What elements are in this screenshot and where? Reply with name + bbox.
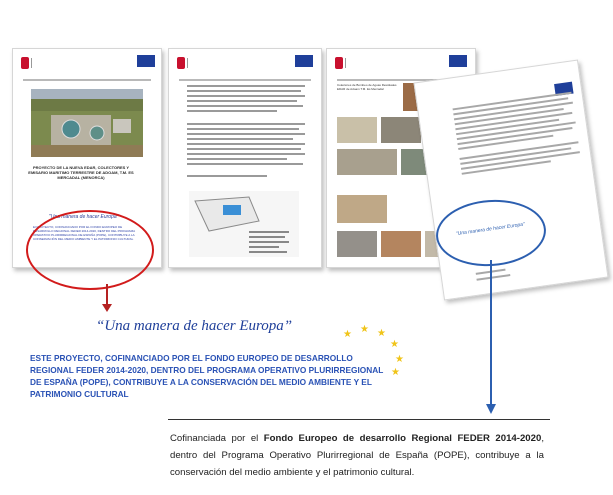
document-4-caption: "Una manera de hacer Europa": [455, 221, 526, 238]
document-2-text-lines: [187, 85, 305, 185]
document-page-2: [168, 48, 322, 268]
eu-flag-icon: [449, 55, 467, 67]
spain-government-logo-icon: [335, 57, 359, 71]
site-plan-drawing: [189, 191, 299, 257]
cofin-prefix: Cofinanciada por el: [170, 433, 264, 444]
red-highlight-ellipse: [26, 210, 154, 290]
eu-flag-icon: [137, 55, 155, 67]
document-1-title: PROYECTO DE LA NUEVA EDAR, COLECTORES Y EMISARIO MARITIMO TERRESTRE DE ADOAM, T.M. ES MERCADAL (MENORCA): [28, 165, 134, 180]
document-1-motto: "Una manera de hacer Europa": [49, 214, 119, 220]
red-arrow-icon: [98, 284, 116, 314]
spain-government-logo-icon: [21, 57, 45, 71]
cofin-fund: Fondo Europeo de desarrollo Regional FEDER 2014-2020: [263, 433, 542, 444]
document-1-body: El PROYECTO, COFINANCIADO POR EL FONDO EUROPEO DE DESARROLLO REGIONAL FEDER 2014-2020, DENTRO DEL PROGRAMA OPERATIVO PLURIRREGIONAL DE ESPAÑA (POPE), CONTRIBUYE A LA CONSERVACIÓN DEL MEDIO AMBIENTE Y EL PATRIMONIO CULTURAL: [33, 225, 135, 241]
spain-government-logo-icon: [177, 57, 201, 71]
cofinancing-statement: [170, 430, 544, 481]
divider: [168, 419, 550, 420]
document-3-header: Colectores de Bombeo de Aguas Residuales EDAR de Adoam T.M. Es Mercadal: [337, 83, 397, 91]
motto-heading: “Una manera de hacer Europa”: [96, 318, 293, 334]
edar-aerial-photo: [31, 89, 143, 157]
project-statement: ESTE PROYECTO, COFINANCIADO POR EL FONDO EUROPEO DE DESARROLLO REGIONAL FEDER 2014-2020, DENTRO DEL PROGRAMA OPERATIVO PLURIRREGIONAL DE ESPAÑA (POPE), CONTRIBUYE A LA CONSERVACIÓN DEL MEDIO AMBIENTE Y EL PATRIMONIO CULTURAL: [30, 353, 384, 399]
cofin-suffix: , dentro del Programa Operativo Plurirregional de España (POPE), contribuye a la conservación del medio ambiente y el patrimonio cultural.: [170, 433, 544, 478]
document-page-4: [413, 60, 608, 301]
blue-arrow-icon: [482, 260, 500, 416]
eu-flag-icon: [295, 55, 313, 67]
